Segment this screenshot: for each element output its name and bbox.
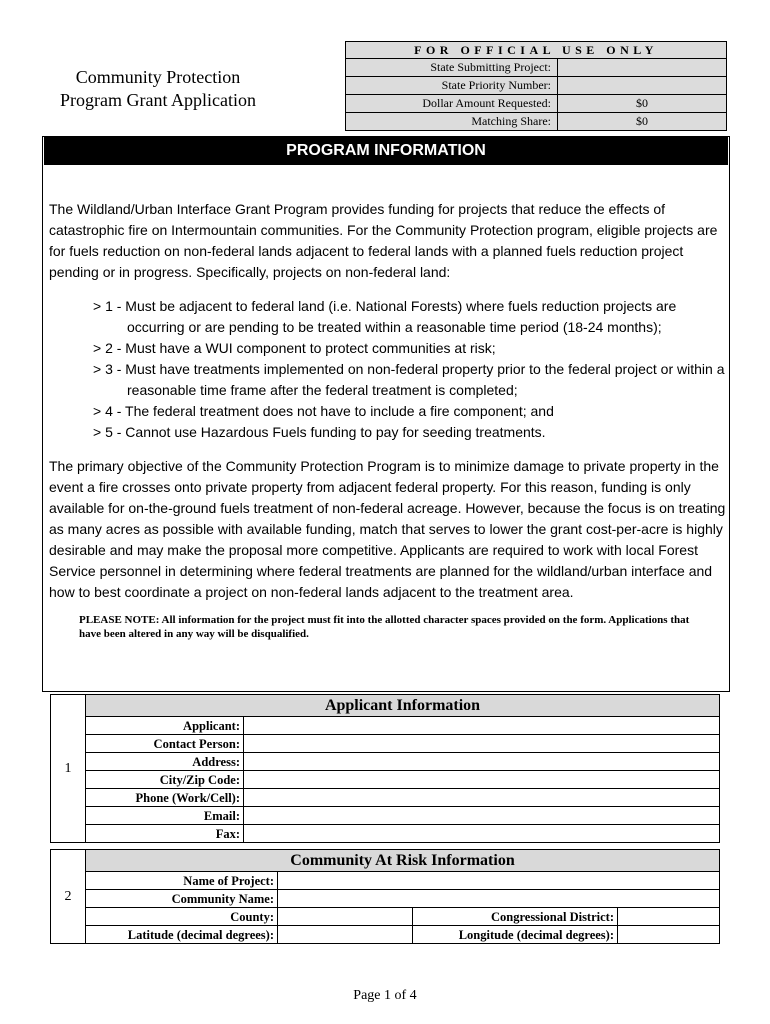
address-field[interactable] (244, 753, 720, 771)
program-intro-paragraph: The Wildland/Urban Interface Grant Program provides funding for projects that reduce the effects of catastrophic fire on Intermountain communities. For the Community Protection program, eligible projects are for fuels reduction on non-federal lands adjacent to federal lands with a planned fuels reduction project pending or in progress. Specifically, projects on non-federal land: (49, 201, 718, 280)
official-use-box (345, 41, 727, 131)
congressional-district-field[interactable] (618, 908, 720, 926)
program-information-body (43, 165, 729, 641)
email-field[interactable] (244, 807, 720, 825)
phone-label: Phone (Work/Cell): (86, 789, 244, 807)
official-row-state-priority (346, 76, 726, 94)
official-label: State Submitting Project: (346, 59, 558, 76)
city-zip-field[interactable] (244, 771, 720, 789)
county-field[interactable] (278, 908, 413, 926)
community-name-label: Community Name: (86, 890, 278, 908)
applicant-label: Applicant: (86, 717, 244, 735)
section-number: 1 (51, 695, 86, 843)
congressional-district-label: Congressional District: (413, 908, 618, 926)
fax-field[interactable] (244, 825, 720, 843)
matching-share-field[interactable]: $0 (636, 114, 648, 128)
criteria-item: > 2 - Must have a WUI component to protect communities at risk; (93, 340, 496, 356)
fax-label: Fax: (86, 825, 244, 843)
official-row-state-submitting (346, 59, 726, 76)
criteria-item: > 5 - Cannot use Hazardous Fuels funding to pay for seeding treatments. (93, 424, 546, 440)
program-objective-paragraph: The primary objective of the Community Protection Program is to minimize damage to private property in the event a fire crosses onto private property from adjacent federal property. For this reason, funding is only available for on-the-ground fuels treatment of non-federal acreage. However, because the focus is on treating as many acres as possible with available funding, match that serves to lower the grant cost-per-acre is highly desirable and may make the proposal more competitive. Applicants are required to work with local Forest Service personnel in determining where federal treatments are planned for the wildland/urban interface and how to best coordinate a project on non-federal lands adjacent to the treatment area. (49, 458, 726, 600)
community-at-risk-table (50, 849, 720, 944)
official-label: Matching Share: (346, 113, 558, 130)
community-name-field[interactable] (278, 890, 720, 908)
document-title-line2: Program Grant Application (60, 90, 256, 110)
program-information-panel (42, 136, 730, 692)
applicant-information-table (50, 694, 720, 843)
official-row-matching-share (346, 112, 726, 130)
latitude-field[interactable] (278, 926, 413, 944)
state-priority-field[interactable] (558, 77, 726, 94)
longitude-label: Longitude (decimal degrees): (413, 926, 618, 944)
city-zip-label: City/Zip Code: (86, 771, 244, 789)
contact-person-label: Contact Person: (86, 735, 244, 753)
official-row-dollar-amount (346, 94, 726, 112)
document-title-line1: Community Protection (75, 67, 241, 87)
community-at-risk-heading: Community At Risk Information (86, 850, 720, 872)
criteria-item: > 3 - Must have treatments implemented on non-federal property prior to the federal project or within a reasonable time frame after the federal treatment is completed; (93, 361, 725, 398)
section-number: 2 (51, 850, 86, 944)
official-label: Dollar Amount Requested: (346, 95, 558, 112)
email-label: Email: (86, 807, 244, 825)
county-label: County: (86, 908, 278, 926)
phone-field[interactable] (244, 789, 720, 807)
criteria-item: > 1 - Must be adjacent to federal land (i.e. National Forests) where fuels reduction projects are occurring or are pending to be treated within a reasonable time period (18-24 months); (93, 298, 677, 335)
applicant-information-heading: Applicant Information (86, 695, 720, 717)
please-note: PLEASE NOTE: All information for the project must fit into the allotted character spaces provided on the form. Applications that have been altered in any way will be disqualified. (79, 614, 690, 640)
eligibility-criteria-list (49, 296, 729, 443)
page-number: Page 1 of 4 (353, 988, 417, 1003)
name-of-project-field[interactable] (278, 872, 720, 890)
latitude-label: Latitude (decimal degrees): (86, 926, 278, 944)
applicant-field[interactable] (244, 717, 720, 735)
document-title (40, 66, 276, 112)
longitude-field[interactable] (618, 926, 720, 944)
name-of-project-label: Name of Project: (86, 872, 278, 890)
official-label: State Priority Number: (346, 77, 558, 94)
official-use-heading: FOR OFFICIAL USE ONLY (346, 42, 726, 59)
criteria-item: > 4 - The federal treatment does not have to include a fire component; and (93, 403, 554, 419)
contact-person-field[interactable] (244, 735, 720, 753)
dollar-amount-field[interactable]: $0 (636, 96, 648, 110)
address-label: Address: (86, 753, 244, 771)
program-information-heading: PROGRAM INFORMATION (44, 137, 728, 165)
state-submitting-field[interactable] (558, 59, 726, 76)
